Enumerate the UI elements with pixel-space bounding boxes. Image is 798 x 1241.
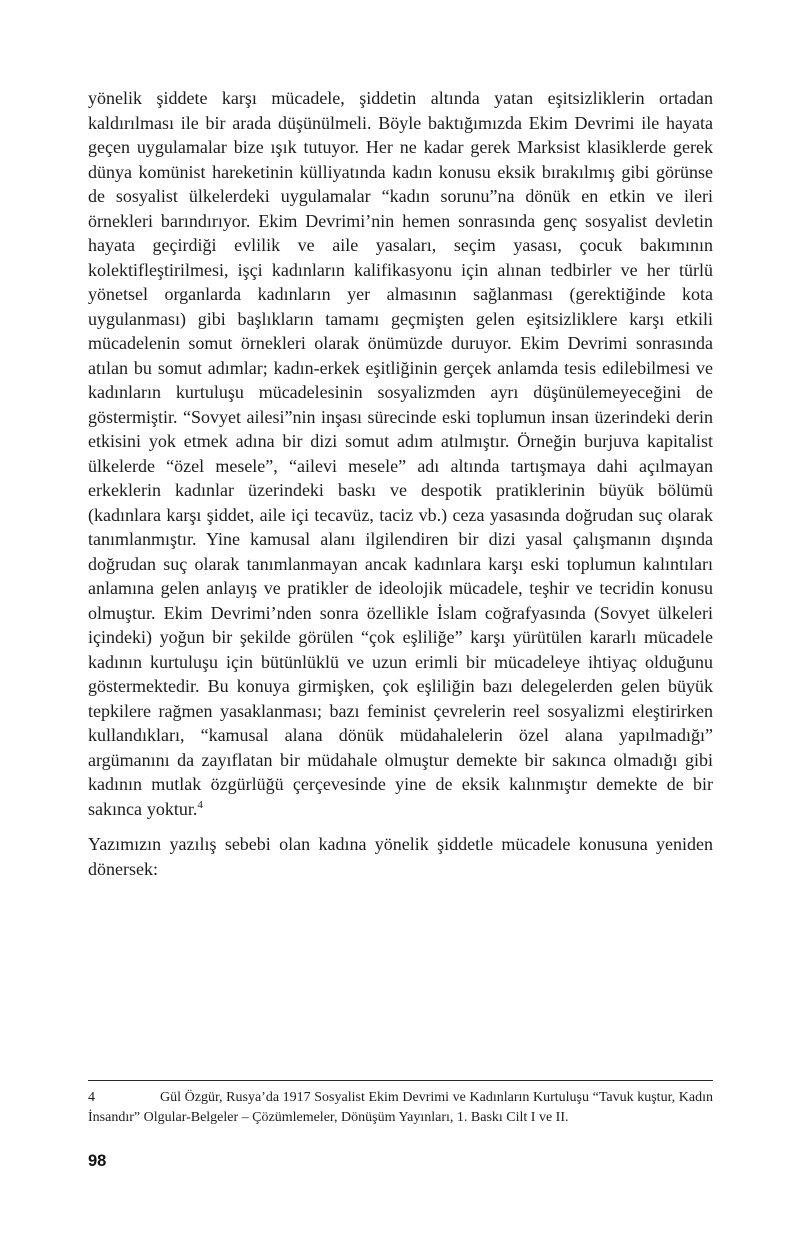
page-number: 98 [88,1152,107,1170]
footnote-area [88,1080,713,1127]
paragraph-1-text: yönelik şiddete karşı mücadele, şiddetin altında yatan eşitsizliklerin ortadan kaldırılması ile bir arada düşünülmeli. Böyle baktığımızda Ekim Devrimi ile hayata geçen uygulamalar bize ışık tutuyor. Her ne kadar gerek Marksist klasiklerde gerek dünya komünist hareketinin külliyatında kadın konusu eksik bırakılmış gibi görünse de sosyalist ülkelerdeki uygulamalar “kadın sorunu”na dönük en etkin ve ileri örnekleri barındırıyor. Ekim Devrimi’nin hemen sonrasında genç sosyalist devletin hayata geçirdiği evlilik ve aile yasaları, seçim yasası, çocuk bakımının kolektifleştirilmesi, işçi kadınların kalifikasyonu için alınan tedbirler ve her türlü yönetsel organlarda kadınların yer almasının sağlanması (gerektiğinde kota uygulanması) gibi başlıkların tamamı geçmişten gelen eşitsizliklere karşı etkili mücadelenin somut örnekleri olarak önümüzde duruyor. Ekim Devrimi sonrasında atılan bu somut adımlar; kadın-erkek eşitliğinin gerçek anlamda tesis edilebilmesi ve kadınların kurtuluşu mücadelesinin sosyalizmden ayrı düşünülemeyeceğini de göstermiştir. “Sovyet ailesi”nin inşası sürecinde eski toplumun insan üzerindeki derin etkisini yok etmek adına bir dizi somut adım atılmıştır. Örneğin burjuva kapitalist ülkelerde “özel mesele”, “ailevi mesele” adı altında tartışmaya dahi açılmayan erkeklerin kadınlar üzerindeki baskı ve despotik pratiklerinin büyük bölümü (kadınlara karşı şiddet, aile içi tecavüz, taciz vb.) ceza yasasında doğrudan suç olarak tanımlanmıştır. Yine kamusal alanı ilgilendiren bir dizi yasal çalışmanın dışında doğrudan suç olarak tanımlanmayan ancak kadınlara karşı eski toplumun kalıntıları anlamına gelen anlayış ve pratikler de ideolojik mücadele, teşhir ve tecridin konusu olmuştur. Ekim Devrimi’nden sonra özellikle İslam coğrafyasında (Sovyet ülkeleri içindeki) yoğun bir şekilde görülen “çok eşliliğe” karşı yürütülen kararlı mücadele kadının kurtuluşu için bütünlüklü ve uzun erimli bir mücadeleye ihtiyaç olduğunu göstermektedir. Bu konuya girmişken, çok eşliliğin bazı delegelerden gelen büyük tepkilere rağmen yasaklanması; bazı feminist çevrelerin reel sosyalizmi eleştirirken kullandıkları, “kamusal alana dönük müdahalelerin özel alana yapılmadığı” argümanını da zayıflatan bir müdahale olmuştur demekte bir sakınca olmadığı gibi kadının mutlak özgürlüğü çerçevesinde yine de eksik kalınmıştır demekte de bir sakınca yoktur. [88,88,713,819]
body-text [88,86,713,881]
paragraph-1 [88,86,713,821]
paragraph-2: Yazımızın yazılış sebebi olan kadına yönelik şiddetle mücadele konusuna yeniden dönersek: [88,834,713,879]
footnote-number: 4 [88,1090,95,1105]
footnote-divider [88,1080,713,1081]
footnote-text: Gül Özgür, Rusya’da 1917 Sosyalist Ekim Devrimi ve Kadınların Kurtuluşu “Tavuk kuştur, Kadın İnsandır” Olgular-Belgeler – Çözümlemeler, Dönüşüm Yayınları, 1. Baskı Cilt I ve II. [88,1090,713,1125]
footnote [88,1088,713,1127]
footnote-reference: 4 [197,798,203,811]
